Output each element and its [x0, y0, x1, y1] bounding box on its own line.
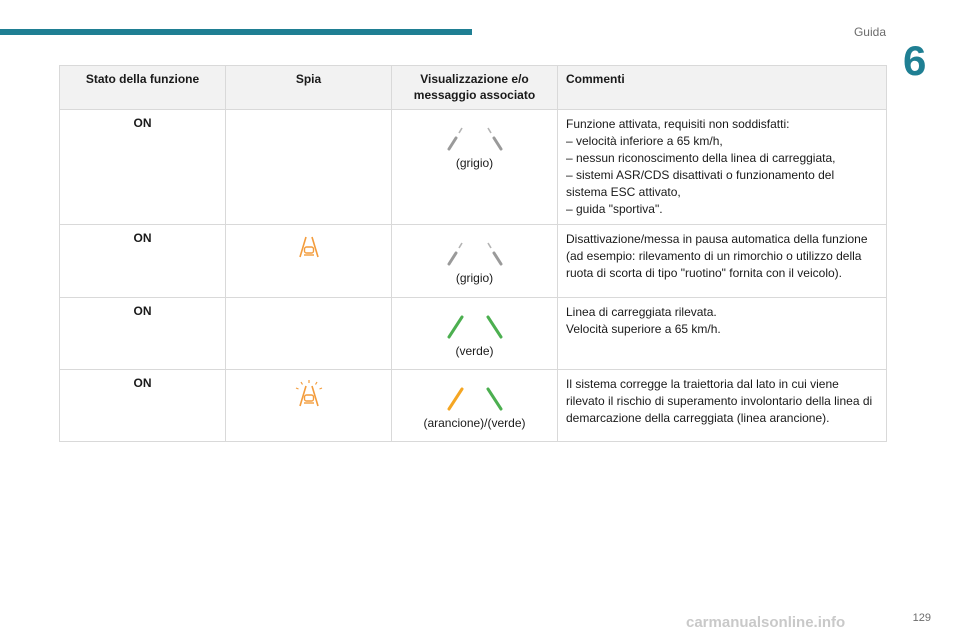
- watermark: carmanualsonline.info: [686, 614, 846, 631]
- comment-line: Linea di carreggiata rilevata.: [566, 305, 717, 320]
- comment-line: Funzione attivata, requisiti non soddisfatti:: [566, 117, 790, 132]
- table-row: [60, 370, 887, 442]
- table-header-row: [60, 66, 887, 110]
- comment-line: – guida "sportiva".: [566, 202, 663, 217]
- display-cell: [392, 298, 558, 370]
- page-number: 129: [912, 612, 931, 624]
- header-comments: Commenti: [558, 66, 887, 110]
- state-cell: ON: [60, 110, 226, 225]
- lane-warning-icon: [297, 235, 321, 259]
- state-cell: ON: [60, 370, 226, 442]
- lane-correction-icon: [294, 380, 324, 408]
- display-cell: [392, 370, 558, 442]
- display-cell: [392, 110, 558, 225]
- display-caption: (grigio): [455, 271, 494, 286]
- comment-line: – nessun riconoscimento della linea di carreggiata,: [566, 151, 836, 166]
- table-row: [60, 298, 887, 370]
- display-caption: (grigio): [455, 156, 494, 171]
- comment-cell: [558, 110, 887, 225]
- comment-cell: [558, 298, 887, 370]
- display-cell: [392, 225, 558, 298]
- comment-line: Disattivazione/messa in pausa automatica della funzione (ad esempio: rilevamento di un rimorchio o utilizzo della ruota di scorta di tipo "ruotino" fornita con il veicolo).: [566, 232, 868, 281]
- lane-lines-green-icon: [444, 314, 506, 340]
- lane-lines-grey-icon: [444, 241, 506, 267]
- section-label: Guida: [853, 25, 886, 39]
- comment-line: Velocità superiore a 65 km/h.: [566, 322, 721, 337]
- function-state-table: [59, 65, 887, 442]
- display-caption: (arancione)/(verde): [423, 416, 526, 431]
- lane-lines-orange-green-icon: [444, 386, 506, 412]
- comment-line: – sistemi ASR/CDS disattivati o funzionamento del sistema ESC attivato,: [566, 168, 835, 200]
- spia-cell: [226, 370, 392, 442]
- spia-cell: [226, 110, 392, 225]
- table-row: [60, 225, 887, 298]
- header-accent-bar: [0, 29, 472, 35]
- comment-line: – velocità inferiore a 65 km/h,: [566, 134, 723, 149]
- header-spia: Spia: [226, 66, 392, 110]
- table-row: [60, 110, 887, 225]
- state-cell: ON: [60, 298, 226, 370]
- chapter-number: 6: [903, 37, 927, 84]
- comment-line: Il sistema corregge la traiettoria dal lato in cui viene rilevato il rischio di superamento involontario della linea di demarcazione della carreggiata (linea arancione).: [566, 377, 873, 426]
- spia-cell: [226, 298, 392, 370]
- comment-cell: [558, 370, 887, 442]
- display-caption: (verde): [455, 344, 494, 359]
- spia-cell: [226, 225, 392, 298]
- header-display: Visualizzazione e/o messaggio associato: [392, 66, 558, 110]
- state-cell: ON: [60, 225, 226, 298]
- lane-lines-grey-icon: [444, 126, 506, 152]
- header-state: Stato della funzione: [60, 66, 226, 110]
- comment-cell: [558, 225, 887, 298]
